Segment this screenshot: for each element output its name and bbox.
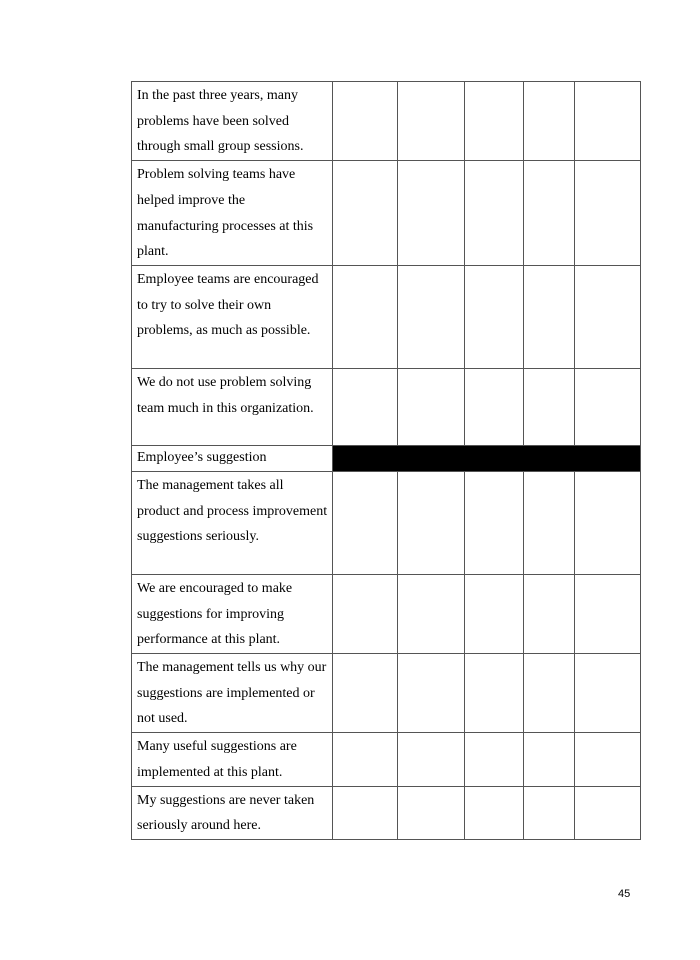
rating-cell-1[interactable]	[333, 786, 398, 839]
rating-cell-3[interactable]	[465, 733, 524, 786]
rating-cell-1[interactable]	[333, 654, 398, 733]
survey-item-row	[132, 82, 641, 161]
item-statement: My suggestions are never taken seriously around here.	[132, 786, 333, 839]
rating-cell-2[interactable]	[398, 733, 465, 786]
survey-table	[131, 81, 641, 840]
rating-cell-5[interactable]	[575, 733, 641, 786]
item-statement: Many useful suggestions are implemented at this plant.	[132, 733, 333, 786]
rating-cell-3[interactable]	[465, 82, 524, 161]
rating-cell-3[interactable]	[465, 786, 524, 839]
rating-cell-2[interactable]	[398, 265, 465, 368]
rating-cell-4[interactable]	[524, 574, 575, 653]
rating-cell-4[interactable]	[524, 786, 575, 839]
rating-cell-1[interactable]	[333, 161, 398, 266]
rating-cell-4[interactable]	[524, 654, 575, 733]
section-shaded-cell	[333, 445, 641, 471]
rating-cell-3[interactable]	[465, 654, 524, 733]
rating-cell-5[interactable]	[575, 574, 641, 653]
survey-table-body	[132, 82, 641, 840]
rating-cell-3[interactable]	[465, 265, 524, 368]
rating-cell-5[interactable]	[575, 654, 641, 733]
survey-item-row	[132, 654, 641, 733]
rating-cell-5[interactable]	[575, 368, 641, 445]
rating-cell-2[interactable]	[398, 786, 465, 839]
rating-cell-4[interactable]	[524, 82, 575, 161]
survey-item-row	[132, 574, 641, 653]
item-statement: In the past three years, many problems have been solved through small group sessions.	[132, 82, 333, 161]
rating-cell-3[interactable]	[465, 368, 524, 445]
item-statement: We are encouraged to make suggestions for improving performance at this plant.	[132, 574, 333, 653]
rating-cell-1[interactable]	[333, 471, 398, 574]
rating-cell-2[interactable]	[398, 82, 465, 161]
rating-cell-2[interactable]	[398, 574, 465, 653]
rating-cell-2[interactable]	[398, 161, 465, 266]
survey-item-row	[132, 733, 641, 786]
survey-item-row	[132, 368, 641, 445]
rating-cell-4[interactable]	[524, 471, 575, 574]
rating-cell-3[interactable]	[465, 471, 524, 574]
section-header-row	[132, 445, 641, 471]
rating-cell-2[interactable]	[398, 471, 465, 574]
rating-cell-5[interactable]	[575, 786, 641, 839]
item-statement: We do not use problem solving team much in this organization.	[132, 368, 333, 445]
rating-cell-1[interactable]	[333, 574, 398, 653]
rating-cell-4[interactable]	[524, 265, 575, 368]
rating-cell-1[interactable]	[333, 82, 398, 161]
survey-item-row	[132, 471, 641, 574]
rating-cell-1[interactable]	[333, 265, 398, 368]
page-number: 45	[618, 888, 631, 900]
item-statement: The management takes all product and process improvement suggestions seriously.	[132, 471, 333, 574]
rating-cell-3[interactable]	[465, 161, 524, 266]
rating-cell-3[interactable]	[465, 574, 524, 653]
rating-cell-4[interactable]	[524, 368, 575, 445]
section-title: Employee’s suggestion	[132, 445, 333, 471]
rating-cell-4[interactable]	[524, 733, 575, 786]
rating-cell-2[interactable]	[398, 654, 465, 733]
rating-cell-5[interactable]	[575, 82, 641, 161]
item-statement: Employee teams are encouraged to try to solve their own problems, as much as possible.	[132, 265, 333, 368]
rating-cell-1[interactable]	[333, 733, 398, 786]
rating-cell-2[interactable]	[398, 368, 465, 445]
rating-cell-5[interactable]	[575, 161, 641, 266]
survey-item-row	[132, 161, 641, 266]
rating-cell-5[interactable]	[575, 471, 641, 574]
rating-cell-4[interactable]	[524, 161, 575, 266]
rating-cell-5[interactable]	[575, 265, 641, 368]
item-statement: Problem solving teams have helped improve the manufacturing processes at this plant.	[132, 161, 333, 266]
rating-cell-1[interactable]	[333, 368, 398, 445]
item-statement: The management tells us why our suggestions are implemented or not used.	[132, 654, 333, 733]
survey-item-row	[132, 786, 641, 839]
survey-item-row	[132, 265, 641, 368]
